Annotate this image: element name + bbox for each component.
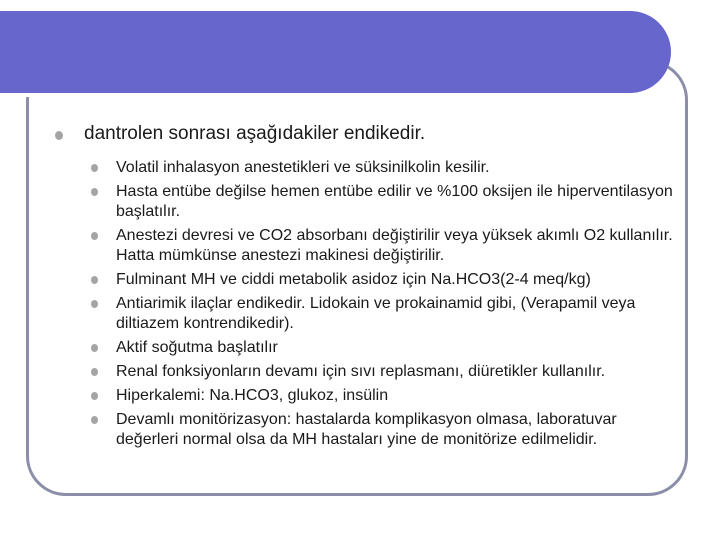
- main-bullet-item: [54, 122, 674, 146]
- bullet-icon: [91, 276, 98, 284]
- sub-bullet-text: Antiarimik ilaçlar endikedir. Lidokain ve prokainamid gibi, (Verapamil veya diltiazem kontrendikedir).: [116, 295, 636, 332]
- sub-bullet-text: Hiperkalemi: Na.HCO3, glukoz, insülin: [116, 387, 389, 404]
- sub-bullet-item: [54, 294, 676, 334]
- sub-bullet-item: [54, 410, 676, 450]
- main-bullet-text: dantrolen sonrası aşağıdakiler endikedir.: [84, 123, 426, 144]
- sub-bullet-text: Devamlı monitörizasyon: hastalarda komplikasyon olmasa, laboratuvar değerleri normal olsa da MH hastaları yine de monitörize edilmelidir.: [116, 411, 617, 448]
- sub-bullet-item: [54, 386, 676, 406]
- bullet-icon: [91, 368, 98, 376]
- sub-bullet-list: [54, 158, 674, 450]
- sub-bullet-text: Anestezi devresi ve CO2 absorbanı değiştirilir veya yüksek akımlı O2 kullanılır. Hatta mümkünse anestezi makinesi değiştirilir.: [116, 227, 673, 264]
- sub-bullet-text: Volatil inhalasyon anestetikleri ve süksinilkolin kesilir.: [116, 159, 490, 176]
- bullet-icon: [91, 188, 98, 196]
- bullet-icon: [91, 416, 98, 424]
- sub-bullet-text: Hasta entübe değilse hemen entübe edilir ve %100 oksijen ile hiperventilasyon başlatılır.: [116, 183, 673, 220]
- sub-bullet-text: Fulminant MH ve ciddi metabolik asidoz için Na.HCO3(2-4 meq/kg): [116, 271, 591, 288]
- title-banner: [0, 11, 671, 93]
- sub-bullet-item: [54, 338, 676, 358]
- bullet-icon: [91, 164, 98, 172]
- bullet-icon: [91, 392, 98, 400]
- sub-bullet-text: Renal fonksiyonların devamı için sıvı replasmanı, diüretikler kullanılır.: [116, 363, 606, 380]
- sub-bullet-text: Aktif soğutma başlatılır: [116, 339, 278, 356]
- sub-bullet-item: [54, 362, 676, 382]
- bullet-icon: [91, 344, 98, 352]
- bullet-icon: [55, 131, 63, 140]
- sub-bullet-item: [54, 226, 676, 266]
- slide-content: [54, 122, 674, 454]
- banner-divider: [0, 93, 636, 97]
- bullet-icon: [91, 300, 98, 308]
- sub-bullet-item: [54, 158, 676, 178]
- sub-bullet-item: [54, 270, 676, 290]
- bullet-icon: [91, 232, 98, 240]
- sub-bullet-item: [54, 182, 676, 222]
